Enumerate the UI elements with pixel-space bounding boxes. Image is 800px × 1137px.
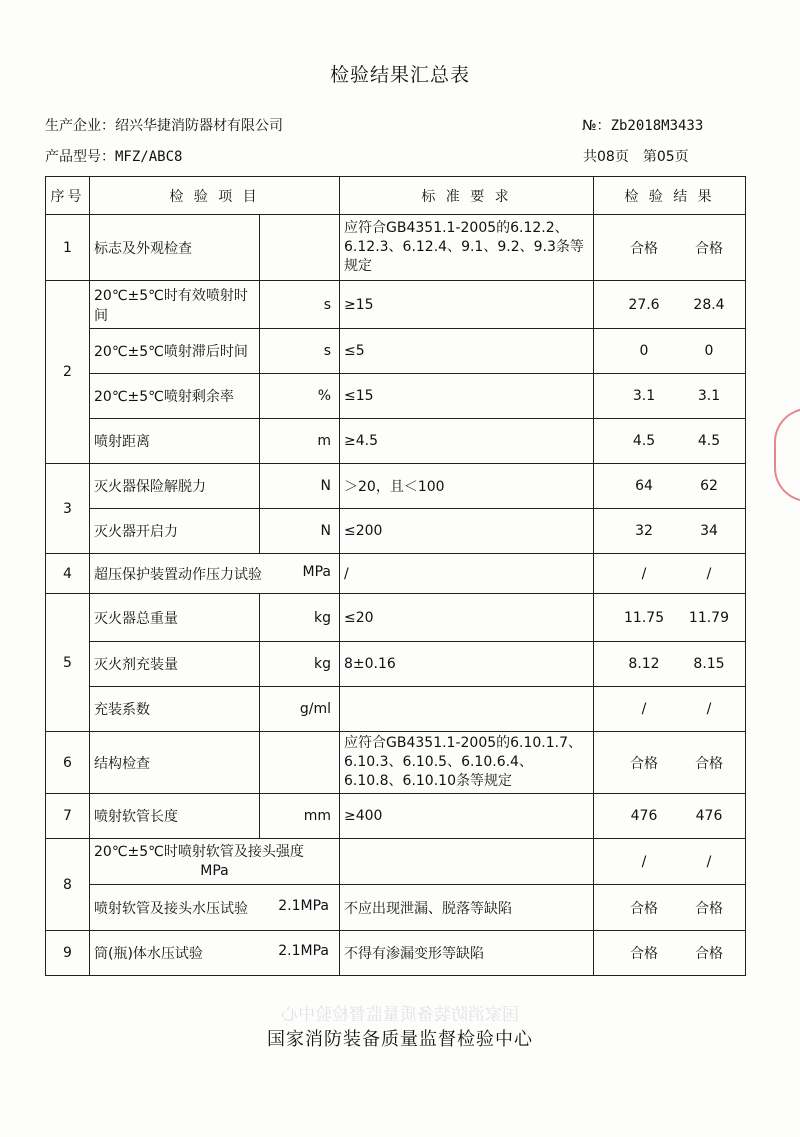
row-standard: 应符合GB4351.1-2005的6.10.1.7、6.10.3、6.10.5、6.10.6.4、6.10.8、6.10.10条等规定 [340, 732, 594, 794]
table-row [46, 642, 746, 687]
row-unit: 2.1MPa [278, 943, 330, 959]
result-sample-2: 合格 [695, 946, 724, 962]
result-sample-1: 476 [630, 808, 658, 824]
result-sample-2: 34 [700, 523, 718, 539]
row-item: 充装系数 [90, 687, 260, 732]
row-standard: ≤5 [340, 329, 594, 374]
manufacturer-label: 生产企业： [45, 118, 115, 134]
table-row [46, 794, 746, 839]
row-item [90, 839, 340, 885]
row-item: 灭火剂充装量 [90, 642, 260, 687]
row-item: 灭火器保险解脱力 [90, 464, 260, 509]
row-item: 20℃±5℃喷射滞后时间 [90, 329, 260, 374]
row-item: 标志及外观检查 [90, 215, 260, 281]
result-sample-1: 合格 [630, 240, 659, 257]
result-sample-1: / [641, 701, 647, 717]
row-standard: 8±0.16 [340, 642, 594, 687]
row-result [594, 374, 746, 419]
row-unit: m [260, 419, 340, 464]
model-value: MFZ/ABC8 [115, 149, 183, 165]
result-sample-1: 64 [635, 478, 653, 494]
row-item: 灭火器总重量 [90, 594, 260, 642]
result-sample-2: 11.79 [688, 609, 730, 626]
row-seq: 5 [46, 594, 90, 732]
row-unit: MPa [200, 862, 229, 879]
row-item [90, 931, 340, 976]
result-sample-2: 476 [695, 808, 723, 824]
row-standard: ≤200 [340, 509, 594, 554]
row-seq: 8 [46, 839, 90, 931]
result-sample-1: / [641, 853, 647, 870]
row-unit: 2.1MPa [278, 897, 330, 914]
issuer-name: 国家消防装备质量监督检验中心 [267, 1029, 533, 1050]
result-sample-2: 28.4 [693, 296, 725, 313]
page-info: 共08页 第05页 [583, 149, 689, 165]
table-row [46, 329, 746, 374]
table-row [46, 554, 746, 594]
table-row [46, 839, 746, 885]
row-item: 20℃±5℃喷射剩余率 [90, 374, 260, 419]
row-standard: ≤20 [340, 594, 594, 642]
result-sample-1: 3.1 [632, 388, 656, 404]
row-result [594, 794, 746, 839]
row-seq: 7 [46, 794, 90, 839]
row-unit: N [260, 464, 340, 509]
model-label: 产品型号： [45, 149, 115, 165]
report-no-value: Zb2018M3433 [610, 118, 704, 134]
result-sample-1: 32 [635, 523, 653, 539]
result-sample-1: 4.5 [632, 433, 656, 449]
row-standard [340, 839, 594, 885]
row-standard: ≥15 [340, 281, 594, 329]
row-unit: mm [260, 794, 340, 839]
red-stamp-edge [774, 408, 800, 502]
manufacturer [45, 115, 283, 135]
header-result: 检 验 结 果 [594, 177, 746, 215]
result-sample-2: 4.5 [697, 433, 721, 449]
table-row [46, 931, 746, 976]
table-row [46, 464, 746, 509]
results-table [45, 176, 746, 976]
row-result [594, 642, 746, 687]
row-seq: 2 [46, 281, 90, 464]
row-standard: ＞20，且＜100 [340, 464, 594, 509]
row-standard: ≥400 [340, 794, 594, 839]
row-item [90, 885, 340, 931]
row-unit: % [260, 374, 340, 419]
row-unit: s [260, 281, 340, 329]
table-row [46, 509, 746, 554]
row-unit: kg [260, 594, 340, 642]
row-standard: ≥4.5 [340, 419, 594, 464]
result-sample-1: 8.12 [628, 656, 660, 672]
result-sample-2: 62 [700, 478, 718, 494]
result-sample-1: 11.75 [624, 609, 665, 626]
row-standard: 不得有渗漏变形等缺陷 [340, 931, 594, 976]
product-model [45, 146, 182, 166]
row-unit [260, 215, 340, 281]
row-result [594, 732, 746, 794]
table-row [46, 885, 746, 931]
row-seq: 4 [46, 554, 90, 594]
result-sample-2: 8.15 [693, 656, 725, 672]
header-standard: 标 准 要 求 [340, 177, 594, 215]
row-item: 喷射软管长度 [90, 794, 260, 839]
result-sample-2: / [706, 565, 712, 582]
header-seq: 序号 [46, 177, 90, 215]
row-result [594, 839, 746, 885]
row-result [594, 554, 746, 594]
result-sample-2: 3.1 [697, 388, 721, 404]
row-item: 喷射距离 [90, 419, 260, 464]
report-no-label: №： [582, 118, 611, 134]
row-result [594, 594, 746, 642]
row-unit: kg [260, 642, 340, 687]
row-result [594, 281, 746, 329]
table-row [46, 732, 746, 794]
row-unit: N [260, 509, 340, 554]
row-unit: MPa [302, 563, 332, 580]
table-row [46, 594, 746, 642]
row-result [594, 687, 746, 732]
row-item: 20℃±5℃时有效喷射时间 [90, 281, 260, 329]
row-standard: 应符合GB4351.1-2005的6.12.2、6.12.3、6.12.4、9.1、9.2、9.3条等规定 [340, 215, 594, 281]
result-sample-1: 0 [639, 343, 649, 359]
table-header-row [46, 177, 746, 215]
row-item-text: 超压保护装置动作压力试验 [94, 566, 262, 583]
result-sample-2: 合格 [695, 240, 724, 257]
row-result [594, 464, 746, 509]
result-sample-2: 合格 [695, 900, 724, 917]
row-seq: 9 [46, 931, 90, 976]
page-title: 检验结果汇总表 [329, 64, 470, 86]
result-sample-1: 合格 [630, 755, 659, 772]
result-sample-1: 27.6 [628, 296, 660, 313]
row-seq: 3 [46, 464, 90, 554]
row-item: 灭火器开启力 [90, 509, 260, 554]
table-row [46, 419, 746, 464]
row-result [594, 885, 746, 931]
result-sample-2: 合格 [695, 755, 724, 772]
row-seq: 6 [46, 732, 90, 794]
row-standard: ≤15 [340, 374, 594, 419]
row-unit: g/ml [260, 687, 340, 732]
row-item-text: 20℃±5℃时喷射软管及接头强度 [94, 843, 304, 860]
result-sample-1: 合格 [630, 946, 659, 962]
table-row [46, 687, 746, 732]
row-result [594, 509, 746, 554]
table-row [46, 281, 746, 329]
table-row [46, 215, 746, 281]
row-item [90, 554, 340, 594]
result-sample-2: / [706, 853, 712, 870]
result-sample-2: 0 [704, 343, 714, 359]
row-result [594, 931, 746, 976]
row-standard: 不应出现泄漏、脱落等缺陷 [340, 885, 594, 931]
header-item: 检 验 项 目 [90, 177, 340, 215]
row-item-text: 筒(瓶)体水压试验 [94, 946, 203, 962]
result-sample-1: 合格 [630, 900, 659, 917]
row-unit: s [260, 329, 340, 374]
row-item-text: 喷射软管及接头水压试验 [94, 900, 248, 917]
row-item: 结构检查 [90, 732, 260, 794]
result-sample-2: / [706, 701, 712, 717]
bleed-through-text: 国家消防装备质量监督检验中心 [281, 1005, 519, 1025]
row-seq: 1 [46, 215, 90, 281]
row-standard: / [340, 554, 594, 594]
row-unit [260, 732, 340, 794]
table-row [46, 374, 746, 419]
row-result [594, 329, 746, 374]
row-result [594, 419, 746, 464]
result-sample-1: / [641, 565, 647, 582]
manufacturer-value: 绍兴华捷消防器材有限公司 [115, 118, 283, 134]
row-result [594, 215, 746, 281]
report-number [582, 115, 703, 135]
row-standard [340, 687, 594, 732]
